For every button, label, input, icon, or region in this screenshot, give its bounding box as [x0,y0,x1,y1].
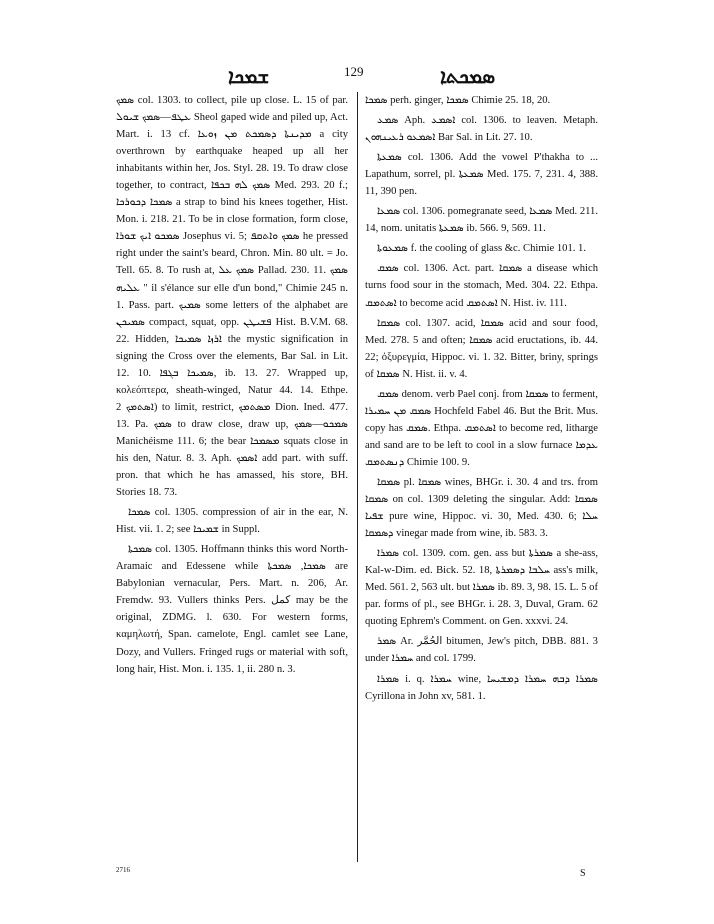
footer-signature-right: S [580,868,586,879]
footer-signature-left: 2716 [116,866,130,874]
entry: ܣܡܥܐ col. 1306. pomegranate seed, ܣܡܥܐ Med. 211. 14, nom. unitatis ܣܡܥܬܐ ib. 566. 9, 569. 11. [365,206,598,235]
entry: ܣܡܟܬܐ col. 1305. Hoffmann thinks this word North-Aramaic and Edessene while ܣܡܟܐ, ܣܡܟܬܐ are Babylonian vernacular, Pers. Mart. n. 206, Ar. Fremdw. 93. Vullers thinks Pers. كمل may be the original, ZDMG. l. 630. For western forms, καμηλωτή, Span. camelote, Engl. camlet see Lane, Dozy, and Vullers. Fringed rugs or material with soft, long hair, Hist. Mon. i. 135. 1, ii. 280 n. 3. [116,544,348,675]
entry: ܣܡܩ col. 1306. Act. part. ܣܡܩܐ a disease which turns food sour in the stomach, Med. 304. 22. Ethpa. ܐܣܬܡܩ to become acid ܐܣܬܡܩ N. Hist. iv. 111. [365,263,598,309]
header-left-word: ܫܡܟܐ [228,66,270,88]
entry: ܣܡܪܐ i. q. ܚܡܪܐ wine, ܣܡܪܐ ܕܒܗ ܚܡܪܐ ܕܡܫܝܚܐ Cyrillona in John xv, 581. 1. [365,673,598,702]
entry: ܣܡܟܐ col. 1305. compression of air in the ear, N. Hist. vii. 1. 2; see ܫܡܝܟܐ in Suppl. [116,507,348,536]
entry: ܣܡܥܘܬܐ f. the cooling of glass &c. Chimie 101. 1. [377,243,586,255]
entry: ܣܡܩܐ pl. ܣܡܩܐ wines, BHGr. i. 30. 4 and trs. from ܣܡܩܐ on col. 1309 deleting the singular. Add: ܣܡܩܐ ܫܦܝܐ pure wine, Hippoc. vi. 30, Med. 430. 6; ܚܠܐ ܕܣܡܩܐ vinegar made from wine, ib. 583. 3. [365,476,598,540]
entry: ܣܡܪ Ar. الحُمَّر bitumen, Jew's pitch, DBB. 881. 3 under ܚܡܪܐ and col. 1799. [365,636,598,665]
entry: ܣܡܪܐ col. 1309. com. gen. ass but ܣܡܪܬܐ a she-ass, Kal-w-Dim. ed. Bick. 52. 18, ܚܠܒܐ ܕܣܡܪܬܐ ass's milk, Med. 561. 2, 563 ult. but ܣܡܪܐ ib. 89. 3, 98. 15. L. 5 of par. forms of pl., see BHGr. i. 28. 3, Duval, Gram. 62 quoting Ephrem's Comment. on Gen. xxxvi. 24. [365,548,598,628]
column-divider [357,92,358,862]
entry: ܣܡܟ col. 1303. to collect, pile up close. L. 15 of par. ܥܛܦ—ܣܡܟ ܫܝܘܠ Sheol gaped wide and piled up, Act. Mart. i. 13 cf. ܡܕܝܢܬܐ ܕܣܡܟܬ ܡܢ ܙܘܥܐ a city overthrown by earthquake heaped up all her inhabitants within her, Jos. Styl. 28. 19. To draw close together, to contract, ܣܡܟ ܠܗ ܒܟܦܐ Med. 293. 20 f.; ܣܡܟܐ ܕܟܘܪܟܐ a strap to bind his knees together, Hist. Mon. i. 218. 21. To be in close formation, form close, ܣܡܟܘ ܐܝܟ ܫܘܪܐ Josephus vi. 5; ܣܡܟ ܘܐܬܩܦ he pressed right under the saint's beard, Chron. Min. 80 ult. = Jo. Tell. 65. 8. To rush at, ܣܡܟ ܥܠ Pallad. 230. 11. ܣܡܟ ܥܠܝܗ " il s'élance sur elle d'un bond," Chimie 245 n. 1. Pass. part. ܣܡܝܟ some letters of the alphabet are ܣܡܝܟܢ compact, squat, opp. ܦܫܝܛܢ Hist. B.V.M. 68. 22. Hidden, ܐܪܙܐ ܣܡܝܟܐ the mystic signification in signing the Cross over the elements, Bar Sal. in Lit. 12. 10. ܣܡܝܟܐ ܒܓܦܐ, ib. 13. 27. Wrapped up, κολεόπτερα, sheath-winged, Natur 44. 14. Ethpe. ܐܣܬܡܟ 2) to limit, restrict, ܡܣܬܡܟ Dion. Ined. 477. 13. Pa. ܣܡܟ to draw close, draw up, ܣܡܟܘ—ܣܡܟ Manichéisme 111. 6; the bear ܡܣܡܟܐ squats close in his den, Natur. 8. 3. Aph. ܐܣܡܟ add part. with suff. pron. that which he has amassed, his store, BH. Stories 18. 73. [116,95,348,499]
entry: ܣܡܟܐ perh. ginger, ܣܡܟܐ Chimie 25. 18, 20. [365,95,551,106]
entry: ܣܡܥ Aph. ܐܣܡܥ col. 1306. to leaven. Metaph. ܐܣܡܥܘ ܪܥܝܢܗܘܢ Bar Sal. in Lit. 27. 10. [365,115,598,144]
entry: ܣܡܩܐ col. 1307. acid, ܣܡܩܐ acid and sour food, Med. 278. 5 and often; ܣܡܩܐ acid eructations, ib. 44. 22; ὀξυρεγμία, Hippoc. vi. 1. 32. Bitter, briny, springs of ܣܡܩܐ N. Hist. ii. v. 4. [365,317,598,380]
entry: ܣܡܥܬܐ col. 1306. Add the vowel P'thakha to ... Lapathum, sorrel, pl. ܣܡܥܬܐ Med. 175. 7, 231. 4, 388. 11, 390 pen. [365,152,598,198]
entry: ܣܡܩ denom. verb Pael conj. from ܣܡܩܐ to ferment, ܣܡܩ ܡܢ ܚܡܝܪܐ Hochfeld Fabel 46. But the Brit. Mus. copy has ܣܡܩ. Ethpa. ܐܣܬܡܩ to become red, litharge and sand are to be left to cool in a slow furnace ܥܕܡܐ ܕܢܣܬܡܩ Chimie 100. 9. [365,388,598,468]
right-column [365,92,598,852]
left-column [116,92,348,852]
header-right-word: ܣܡܟܬܐ [440,66,496,88]
page-number: 129 [344,64,364,79]
